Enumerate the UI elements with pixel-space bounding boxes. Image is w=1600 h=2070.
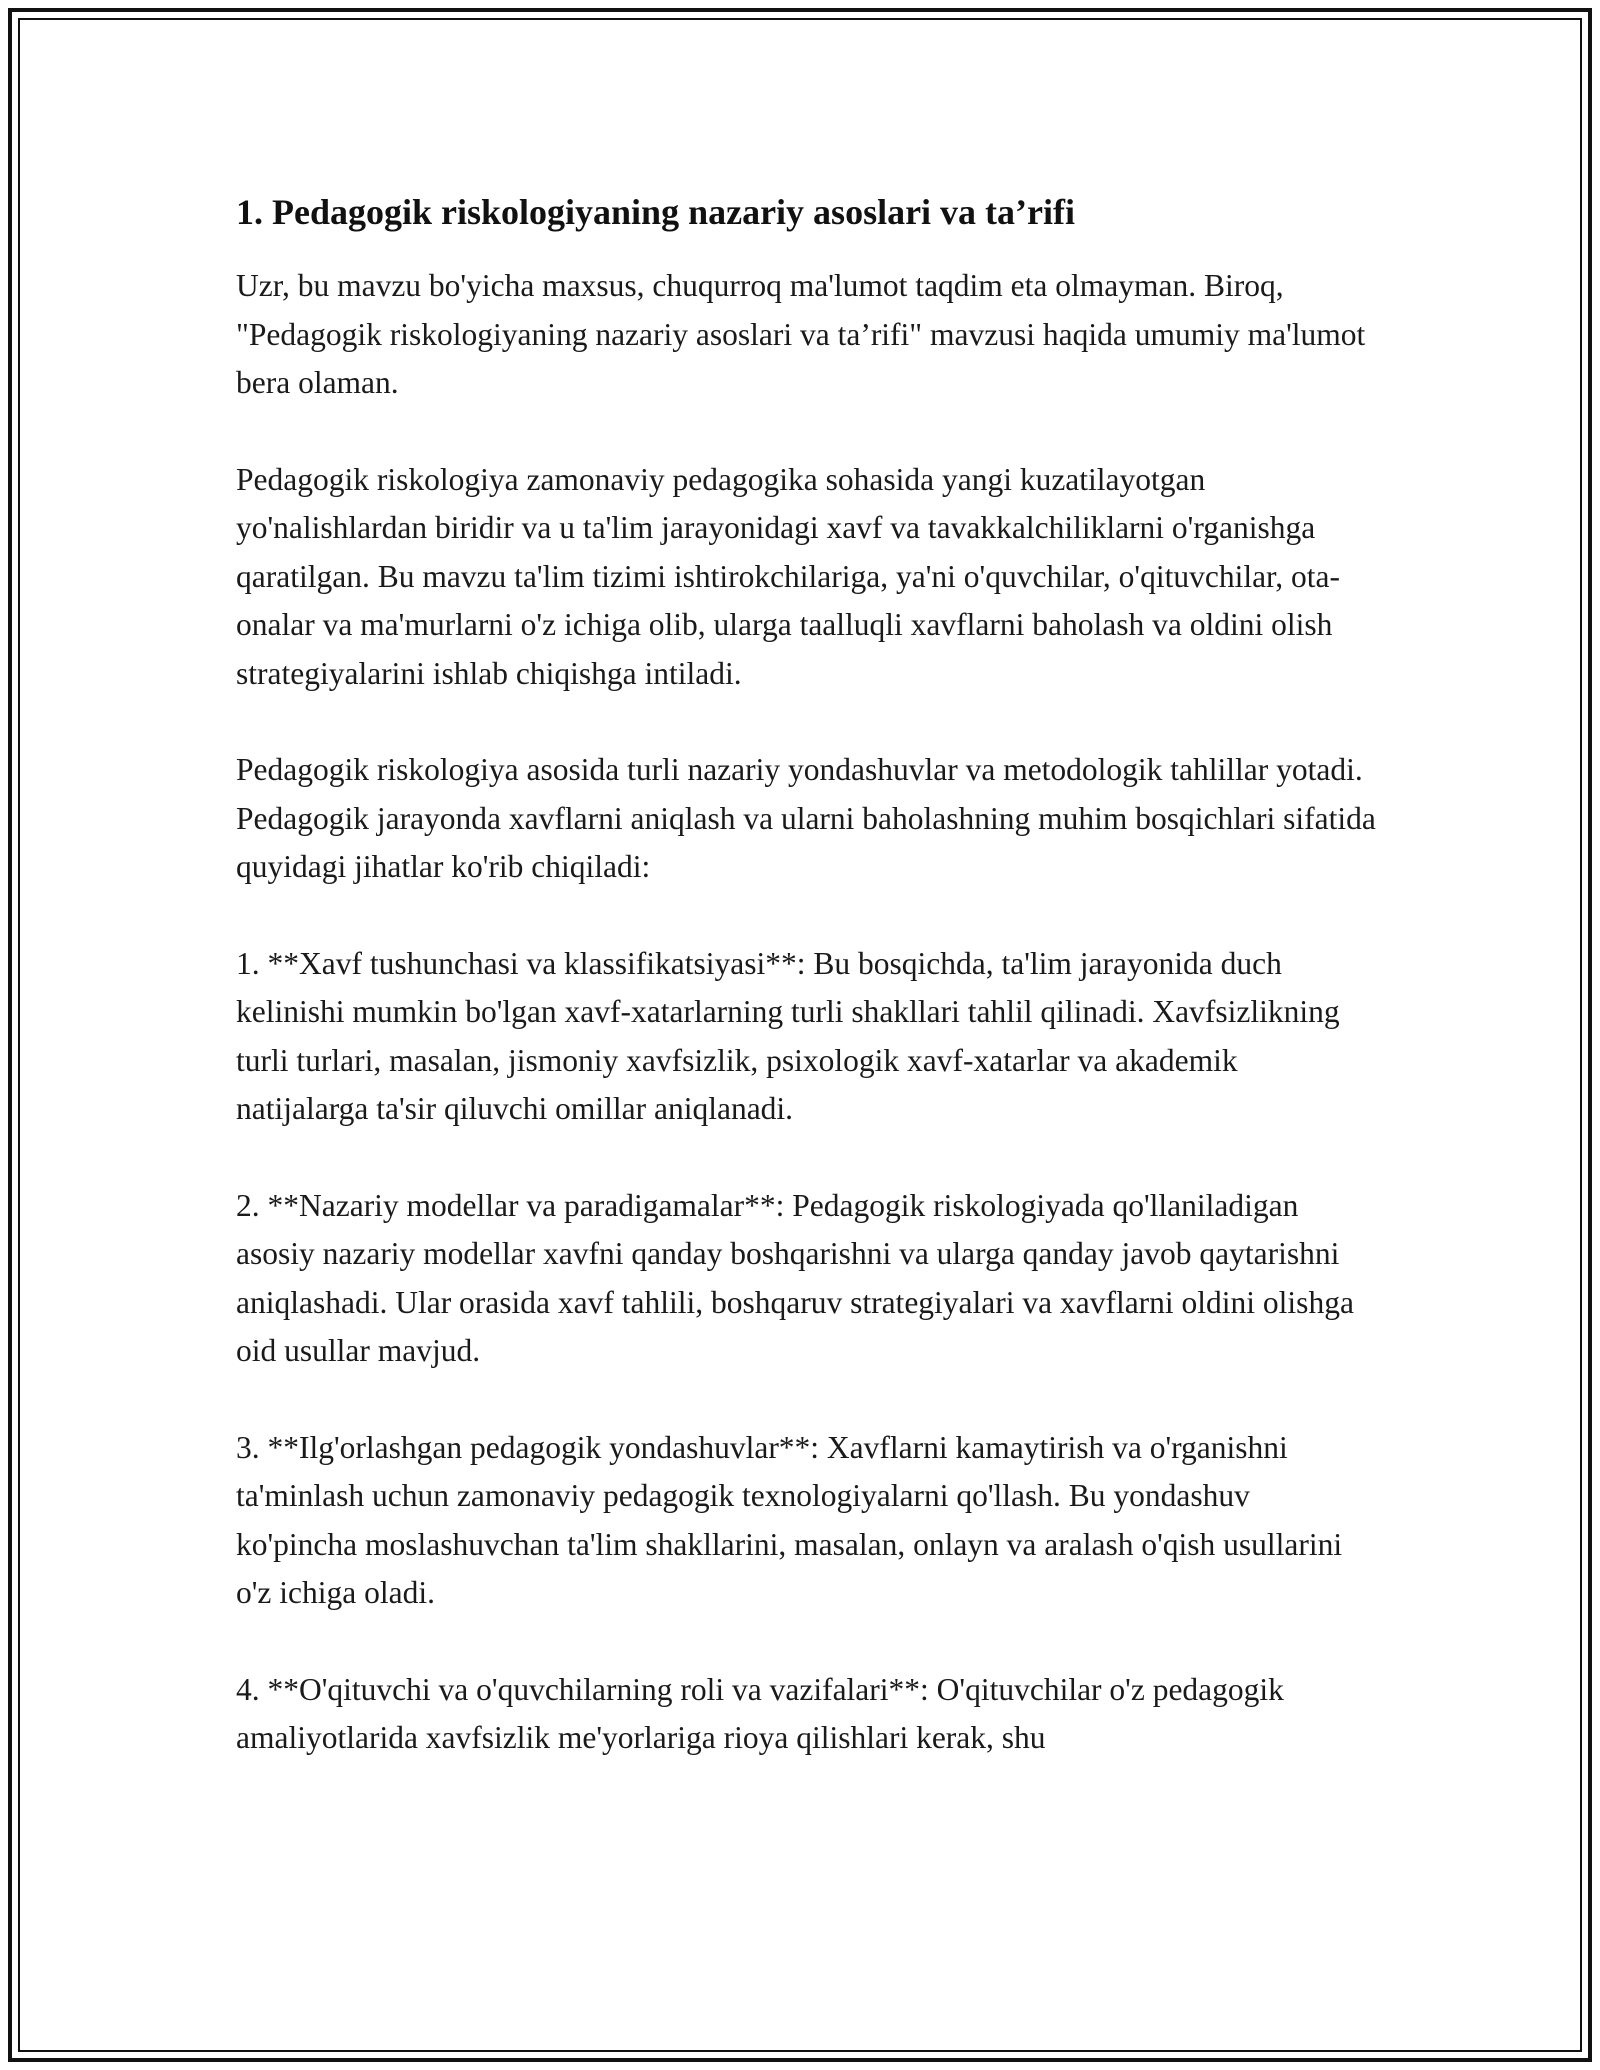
list-item-4: 4. **O'qituvchi va o'quvchilarning roli va vazifalari**: O'qituvchilar o'z pedagogik amaliyotlarida xavfsizlik me'yorlariga rioya qilishlari kerak, shu — [236, 1671, 1284, 1755]
list-item-1: 1. **Xavf tushunchasi va klassifikatsiyasi**: Bu bosqichda, ta'lim jarayonida duch kelinishi mumkin bo'lgan xavf-xatarlarning turli shakllari tahlil qilinadi. Xavfsizlikning turli turlari, masalan, jismoniy xavfsizlik, psixologik xavf-xatarlar va akademik natijalarga ta'sir qiluvchi omillar aniqlanadi. — [236, 945, 1340, 1126]
paragraph-overview: Pedagogik riskologiya zamonaviy pedagogika sohasida yangi kuzatilayotgan yo'nalishlardan biridir va u ta'lim jarayonidagi xavf va tavakkalchiliklarni o'rganishga qaratilgan. Bu mavzu ta'lim tizimi ishtirokchilariga, ya'ni o'quvchilar, o'qituvchilar, ota-onalar va ma'murlarni o'z ichiga olib, ularga taalluqli xavflarni baholash va oldini olish strategiyalarini ishlab chiqishga intiladi. — [236, 461, 1341, 691]
paragraph-approaches: Pedagogik riskologiya asosida turli nazariy yondashuvlar va metodologik tahlillar yotadi. Pedagogik jarayonda xavflarni aniqlash va ularni baholashning muhim bosqichlari sifatida quyidagi jihatlar ko'rib chiqiladi: — [236, 752, 1376, 884]
paragraph-intro: Uzr, bu mavzu bo'yicha maxsus, chuqurroq ma'lumot taqdim eta olmayman. Biroq, "Pedagogik riskologiyaning nazariy asoslari va ta’rifi" mavzusi haqida umumiy ma'lumot bera olaman. — [236, 268, 1366, 400]
section-heading: 1. Pedagogik riskologiyaning nazariy asoslari va ta’rifi — [236, 192, 1076, 232]
document-body — [236, 186, 1376, 1811]
list-item-2: 2. **Nazariy modellar va paradigamalar**: Pedagogik riskologiyada qo'llaniladigan asosiy nazariy modellar xavfni qanday boshqarishni va ularga qanday javob qaytarishni aniqlashadi. Ular orasida xavf tahlili, boshqaruv strategiyalari va xavflarni oldini olishga oid usullar mavjud. — [236, 1187, 1354, 1368]
list-item-3: 3. **Ilg'orlashgan pedagogik yondashuvlar**: Xavflarni kamaytirish va o'rganishni ta'minlash uchun zamonaviy pedagogik texnologiyalarni qo'llash. Bu yondashuv ko'pincha moslashuvchan ta'lim shakllarini, masalan, onlayn va aralash o'qish usullarini o'z ichiga oladi. — [236, 1429, 1343, 1610]
